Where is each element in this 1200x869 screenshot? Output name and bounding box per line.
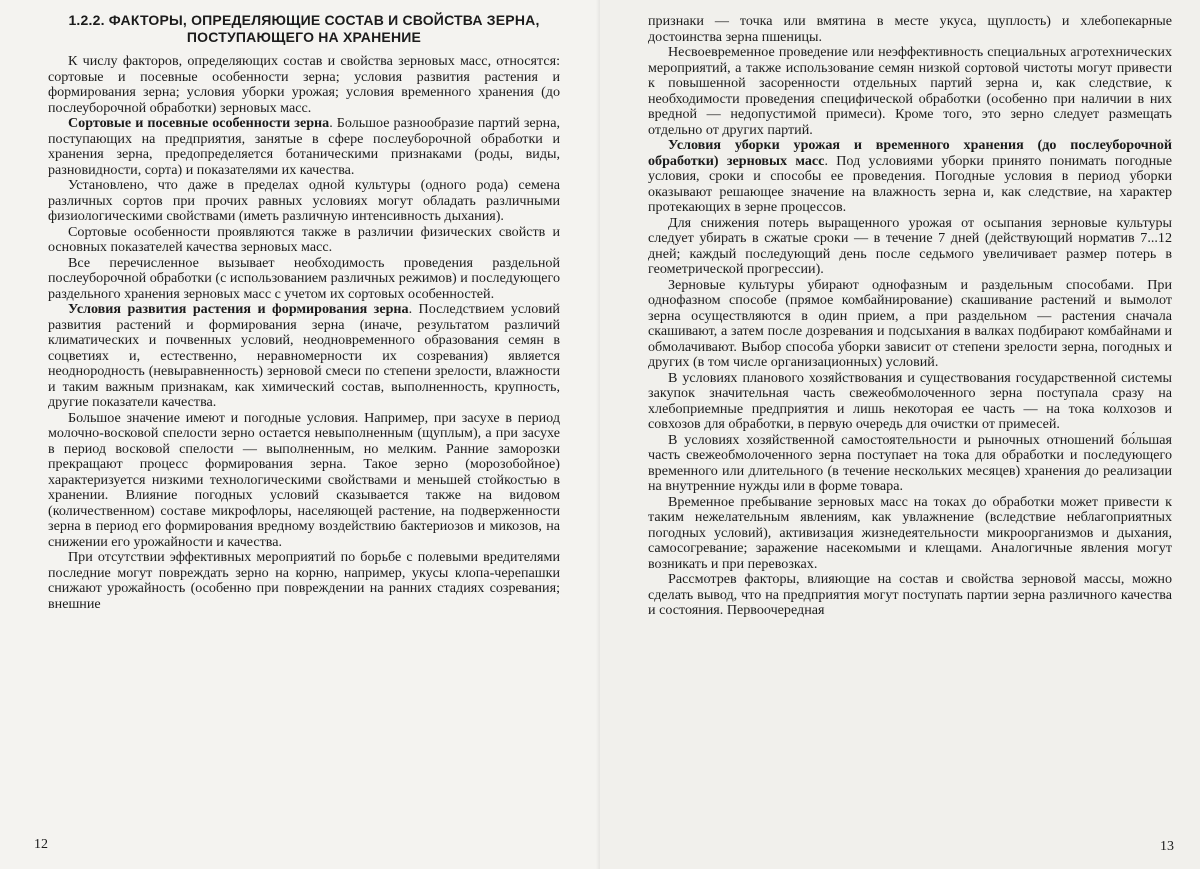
paragraph: Рассмотрев факторы, влияющие на состав и свойства зерновой массы, можно сделать вывод, что на предприятия могут поступать партии зерна различного качества и состояния. Первоочередная (648, 571, 1172, 618)
paragraph (648, 138, 1172, 216)
paragraph: Все перечисленное вызывает необходимость проведения раздельной послеуборочной обработки (с использованием различных режимов) и последующего раздельного хранения зерновых масс с учетом их сортовых особенностей. (48, 254, 560, 302)
heading-line-2: ПОСТУПАЮЩЕГО НА ХРАНЕНИЕ (186, 29, 422, 45)
paragraph-lead: Сортовые и посевные особенности зерна (68, 115, 330, 131)
paragraph-body: . Большое разнообразие партий зерна, поступающих на предприятия, занятые в сфере послеуборочной обработки и хранения зерна, предопределяется ботаническими признаками (роды, виды, разновидности, сорта) и показателями их качества. (48, 115, 561, 178)
right-page (600, 0, 1200, 869)
page-number: 13 (1160, 839, 1174, 854)
heading-line-1: 1.2.2. ФАКТОРЫ, ОПРЕДЕЛЯЮЩИЕ СОСТАВ И СВОЙСТВА ЗЕРНА, (68, 12, 540, 28)
paragraph (48, 116, 560, 178)
paragraph: Временное пребывание зерновых масс на токах до обработки может привести к таким нежелательным явлениям, как увлажнение (вследствие неблагоприятных погодных условий), активизация жизнедеятельности микроорганизмов и дыхания, самосогревание; заражение насекомыми и клещами. Аналогичные явления могут возникать и при перевозках. (648, 493, 1172, 572)
paragraph: Зерновые культуры убирают однофазным и раздельным способами. При однофазном способе (прямое комбайнирование) скашивание растений и вымолот зерна осуществляются в один прием, а при раздельном — растения сначала скашивают, а затем после дозревания и подсыхания в валках подбирают комбайнами и обмолачивают. Выбор способа уборки зависит от степени зрелости зерна, погодных и других (в том числе организационных) условий. (648, 276, 1172, 370)
paragraph: Установлено, что даже в пределах одной культуры (одного рода) семена различных сортов при прочих равных условиях могут обладать различными физиологическими свойствами (иметь различную интенсивность дыхания). (48, 177, 560, 224)
paragraph: В условиях хозяйственной самостоятельности и рыночных отношений бо́льшая часть свежеобмолоченного зерна поступает на тока для обработки и последующего временного или длительного (в течение нескольких месяцев) хранения до реализации на внутренние нужды или в форме товара. (648, 431, 1172, 494)
paragraph: Большое значение имеют и погодные условия. Например, при засухе в период молочно-восковой спелости зерно остается невыполненным (щуплым), а при засухе в период восковой спелости — выполненным, но мелким. Ранние заморозки прекращают процесс формирования зерна. Такое зерно (морозобойное) характеризуется низкими технологическими свойствами и меньшей стойкостью в хранении. Влияние погодных условий сказывается также на видовом (количественном) составе микрофлоры, населяющей растение, на подверженности зерна в период его формирования вредному воздействию бактериозов и микозов, на снижении его урожайности и качества. (48, 409, 560, 550)
paragraph (48, 302, 560, 411)
paragraph: Для снижения потерь выращенного урожая от осыпания зерновые культуры следует убирать в сжатые сроки — в течение 7 дней (действующий норматив 7...12 дней; каждый последующий день после седьмого увеличивает размер потерь в геометрической прогрессии). (648, 214, 1172, 277)
paragraph: К числу факторов, определяющих состав и свойства зерновых масс, относятся: сортовые и посевные особенности зерна; условия развития растения и формирования зерна; условия уборки урожая; условия временного хранения (до послеуборочной обработки) зерновых масс. (48, 53, 560, 116)
section-heading (48, 12, 560, 46)
paragraph-lead: Условия развития растения и формирования зерна (68, 301, 409, 317)
paragraph-body: . Последствием условий развития растений и формирования зерна (иначе, результатом различий климатических и почвенных условий, неодновременного образования семян в соцветиях и, естественно, неравномерности их созревания) является неоднородность (невыравненность) зерновой смеси по степени зрелости, влажности и таким важным признакам, как химический состав, выполненность, крупность, другие показатели качества. (48, 301, 560, 410)
paragraph: При отсутствии эффективных мероприятий по борьбе с полевыми вредителями последние могут повреждать зерно на корню, например, укусы клопа-черепашки снижают урожайность (особенно при повреждении на ранних стадиях созревания; внешние (48, 549, 560, 612)
paragraph: Несвоевременное проведение или неэффективность специальных агротехнических мероприятий, а также использование семян низкой сортовой чистоты могут привести к повышенной засоренности отдельных партий зерна и, как следствие, к необходимости проведения специфической обработки (особенно при наличии в них вредной — недопустимой примеси). Кроме того, это зерно следует размещать отдельно от других партий. (648, 44, 1172, 138)
paragraph: Сортовые особенности проявляются также в различии физических свойств и основных показателей качества зерновых масс. (48, 223, 560, 255)
paragraph-lead: Условия уборки урожая и временного хранения (до послеуборочной обработки) зерновых масс (648, 137, 1172, 169)
paragraph-body: . Под условиями уборки принято понимать погодные условия, сроки и способы ее проведения. Погодные условия в период уборки оказывают решающее значение на влажность зерна и, как следствие, на характер протекающих в зерне процессов. (648, 152, 1172, 215)
paragraph: В условиях планового хозяйствования и существования государственной системы закупок значительная часть свежеобмолоченного зерна поступала сразу на хлебоприемные предприятия и лишь некоторая ее часть — на тока колхозов и совхозов для обработки, в первую очередь для очистки от примесей. (648, 369, 1172, 432)
page-number: 12 (34, 837, 48, 852)
paragraph: признаки — точка или вмятина в месте укуса, щуплость) и хлебопекарные достоинства зерна пшеницы. (648, 13, 1172, 45)
